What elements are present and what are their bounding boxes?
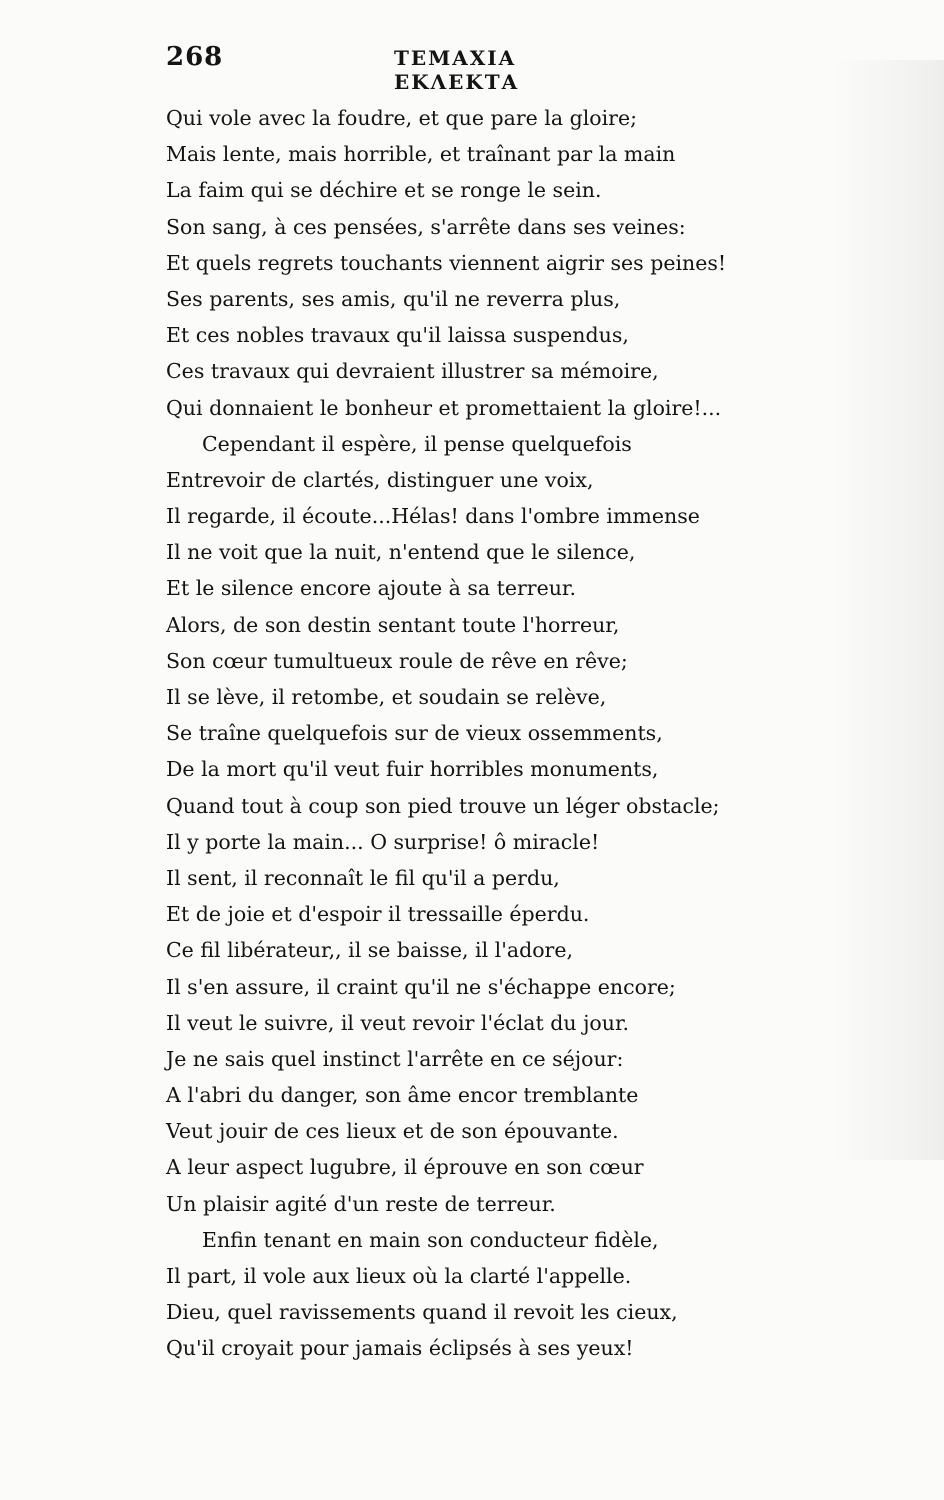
poem-line: Qui donnaient le bonheur et promettaient la gloire!... [166,395,722,420]
poem-line: Il part, il vole aux lieux où la clarté l'appelle. [166,1264,632,1288]
poem-line: A l'abri du danger, son âme encor tremblante [166,1083,639,1108]
poem-line: De la mort qu'il veut fuir horribles monuments, [166,757,659,782]
poem-line: Il s'en assure, il craint qu'il ne s'échappe encore; [166,974,676,999]
stanza [166,100,866,426]
poem-line: Et ces nobles travaux qu'il laissa suspendus, [166,323,629,348]
poem-line: Qui vole avec la foudre, et que pare la gloire; [166,106,638,130]
poem-line: Il veut le suivre, il veut revoir l'éclat du jour. [166,1010,630,1035]
stanza [166,426,866,1222]
poem-line: Son sang, à ces pensées, s'arrête dans ses veines: [166,214,686,239]
poem-line: Et le silence encore ajoute à sa terreur. [166,576,576,601]
poem-line: Dieu, quel ravissements quand il revoit les cieux, [166,1300,678,1325]
poem-line: Ses parents, ses amis, qu'il ne reverra plus, [166,286,621,311]
poem-line: Il y porte la main... O surprise! ô miracle! [166,829,600,854]
poem-line: Qu'il croyait pour jamais éclipsés à ses yeux! [166,1336,634,1361]
running-title: ΤΕΜΑΧΙΑ ΕΚΛΕΚΤΑ [394,46,520,94]
poem-line: Et de joie et d'espoir il tressaille éperdu. [166,902,590,927]
poem-line: La faim qui se déchire et se ronge le sein. [166,178,602,203]
poem-text [166,100,866,1367]
poem-line: Ce fil libérateur,, il se baisse, il l'adore, [166,938,573,963]
stanza [166,1222,866,1367]
poem-line: Il se lève, il retombe, et soudain se relève, [166,685,607,709]
poem-line: Et quels regrets touchants viennent aigrir ses peines! [166,250,727,275]
page-header [166,42,646,94]
poem-line: Entrevoir de clartés, distinguer une voix, [166,467,594,492]
poem-line: Ces travaux qui devraient illustrer sa mémoire, [166,359,659,384]
page-number: 268 [166,42,224,72]
poem-line: Son cœur tumultueux roule de rêve en rêve; [166,648,628,673]
poem-line: A leur aspect lugubre, il éprouve en son cœur [166,1155,644,1180]
poem-line: Cependant il espère, il pense quelquefois [202,431,632,456]
poem-line: Il regarde, il écoute...Hélas! dans l'ombre immense [166,504,700,529]
poem-line: Se traîne quelquefois sur de vieux ossemments, [166,721,663,746]
poem-line: Mais lente, mais horrible, et traînant par la main [166,142,676,167]
poem-line: Alors, de son destin sentant toute l'horreur, [166,612,620,637]
poem-line: Enfin tenant en main son conducteur fidèle, [202,1227,659,1252]
poem-line: Il ne voit que la nuit, n'entend que le silence, [166,540,636,565]
poem-line: Veut jouir de ces lieux et de son épouvante. [166,1119,619,1144]
poem-line: Je ne sais quel instinct l'arrête en ce séjour: [166,1046,624,1071]
poem-line: Quand tout à coup son pied trouve un léger obstacle; [166,793,720,818]
poem-line: Un plaisir agité d'un reste de terreur. [166,1191,556,1216]
poem-line: Il sent, il reconnaît le fil qu'il a perdu, [166,865,560,890]
